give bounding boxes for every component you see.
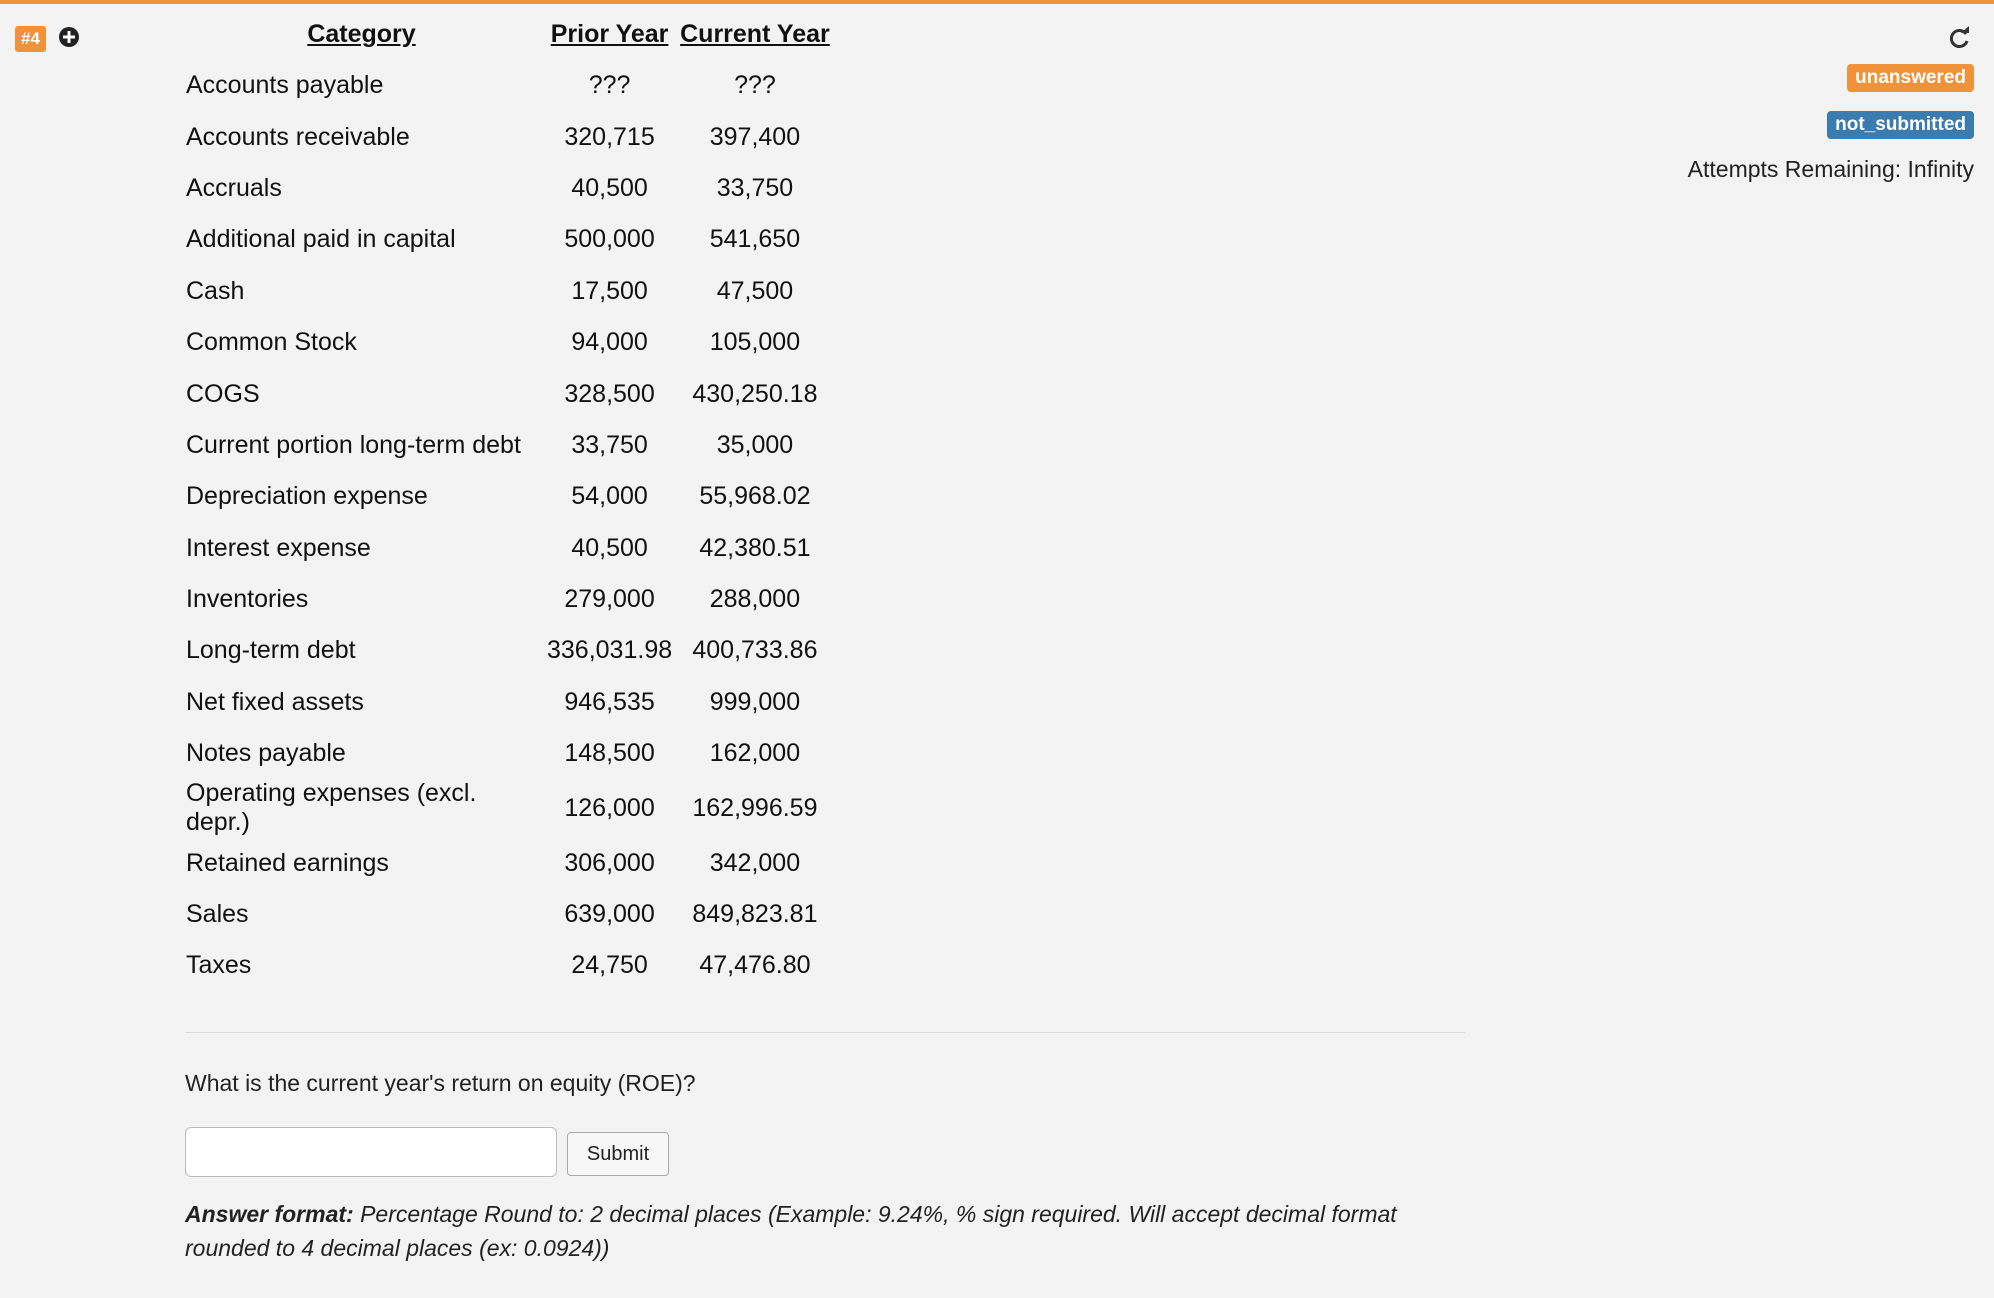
cell-category: COGS [186,379,260,408]
table-row [180,368,834,419]
submission-status-badge: not_submitted [1827,111,1974,139]
question-prompt: What is the current year's return on equity (ROE)? [185,1070,696,1096]
cell-prior-year: 126,000 [564,793,655,822]
column-header-current-year: Current Year [680,20,830,48]
cell-category: Accounts payable [186,71,384,100]
table-row [180,728,834,779]
table-row [180,940,834,991]
table-row [180,523,834,574]
cell-prior-year: 500,000 [564,225,655,254]
cell-current-year: 162,996.59 [692,793,818,822]
cell-category: Taxes [186,951,252,980]
refresh-icon[interactable] [1948,26,1972,50]
table-row [180,574,834,625]
cell-prior-year: 54,000 [571,482,648,511]
cell-category: Additional paid in capital [186,225,456,254]
cell-prior-year: 33,750 [571,430,648,459]
cell-prior-year: 17,500 [571,276,648,305]
table-row [180,471,834,522]
cell-current-year: 541,650 [709,225,801,254]
cell-category: Accruals [186,173,282,202]
question-number-badge: #4 [15,26,46,52]
cell-prior-year: 946,535 [564,687,655,716]
cell-prior-year: 306,000 [564,848,655,877]
cell-current-year: 342,000 [709,848,801,877]
table-row [180,214,834,265]
cell-category: Common Stock [186,328,357,357]
status-badge: unanswered [1847,64,1974,92]
cell-prior-year: 148,500 [564,739,655,768]
cell-current-year: 33,750 [716,173,794,202]
cell-category: Retained earnings [186,848,389,877]
answer-format-label: Answer format: [185,1201,354,1227]
cell-current-year: 400,733.86 [692,636,818,665]
plus-circle-icon[interactable] [58,26,80,48]
cell-prior-year: 40,500 [571,533,648,562]
cell-category: Depreciation expense [186,482,428,511]
cell-current-year: 162,000 [709,739,801,768]
cell-category: Interest expense [186,533,371,562]
financial-data-table [180,20,834,992]
cell-prior-year: 639,000 [564,900,655,929]
table-row [180,317,834,368]
cell-category: Cash [186,276,245,305]
cell-category: Notes payable [186,739,346,768]
cell-category: Current portion long-term debt [186,430,521,459]
answer-format-hint [185,1197,1485,1265]
cell-prior-year: 279,000 [564,585,655,614]
cell-category: Net fixed assets [186,687,364,716]
cell-current-year: 47,476.80 [699,951,811,980]
cell-current-year: 55,968.02 [699,482,811,511]
top-accent-bar [0,0,1994,4]
cell-current-year: 397,400 [709,122,801,151]
table-row [180,163,834,214]
column-header-category: Category [307,20,416,48]
submit-button[interactable]: Submit [567,1132,669,1176]
cell-current-year: 105,000 [709,328,801,357]
column-header-prior-year: Prior Year [550,20,669,48]
cell-prior-year: 24,750 [571,951,648,980]
cell-category: Accounts receivable [186,122,410,151]
table-row [180,420,834,471]
section-divider [185,1032,1465,1033]
cell-category: Operating expenses (excl. depr.) [186,779,477,837]
table-row [180,60,834,111]
table-row [180,779,834,837]
cell-current-year: 288,000 [709,585,801,614]
cell-current-year: 42,380.51 [699,533,811,562]
cell-prior-year: 336,031.98 [547,636,673,665]
table-header-row [180,20,834,60]
table-row [180,677,834,728]
attempts-remaining: Attempts Remaining: Infinity [1687,156,1974,182]
cell-current-year: 35,000 [716,430,794,459]
table-row [180,266,834,317]
cell-current-year: 430,250.18 [692,379,818,408]
cell-current-year: 999,000 [709,687,801,716]
cell-prior-year: 40,500 [571,173,648,202]
cell-current-year: ??? [734,71,776,100]
cell-prior-year: ??? [588,71,631,100]
cell-current-year: 849,823.81 [692,900,818,929]
cell-category: Sales [186,900,249,929]
cell-prior-year: 320,715 [564,122,655,151]
answer-input[interactable] [185,1127,557,1177]
cell-category: Long-term debt [186,636,356,665]
table-row [180,837,834,888]
table-row [180,625,834,676]
answer-format-text: Percentage Round to: 2 decimal places (Example: 9.24%, % sign required. Will accept decimal format rounded to 4 decimal places (ex: 0.0924)) [185,1201,1397,1261]
table-row [180,111,834,162]
cell-prior-year: 94,000 [571,328,648,357]
cell-current-year: 47,500 [716,276,794,305]
cell-prior-year: 328,500 [564,379,655,408]
cell-category: Inventories [186,585,309,614]
table-row [180,889,834,940]
